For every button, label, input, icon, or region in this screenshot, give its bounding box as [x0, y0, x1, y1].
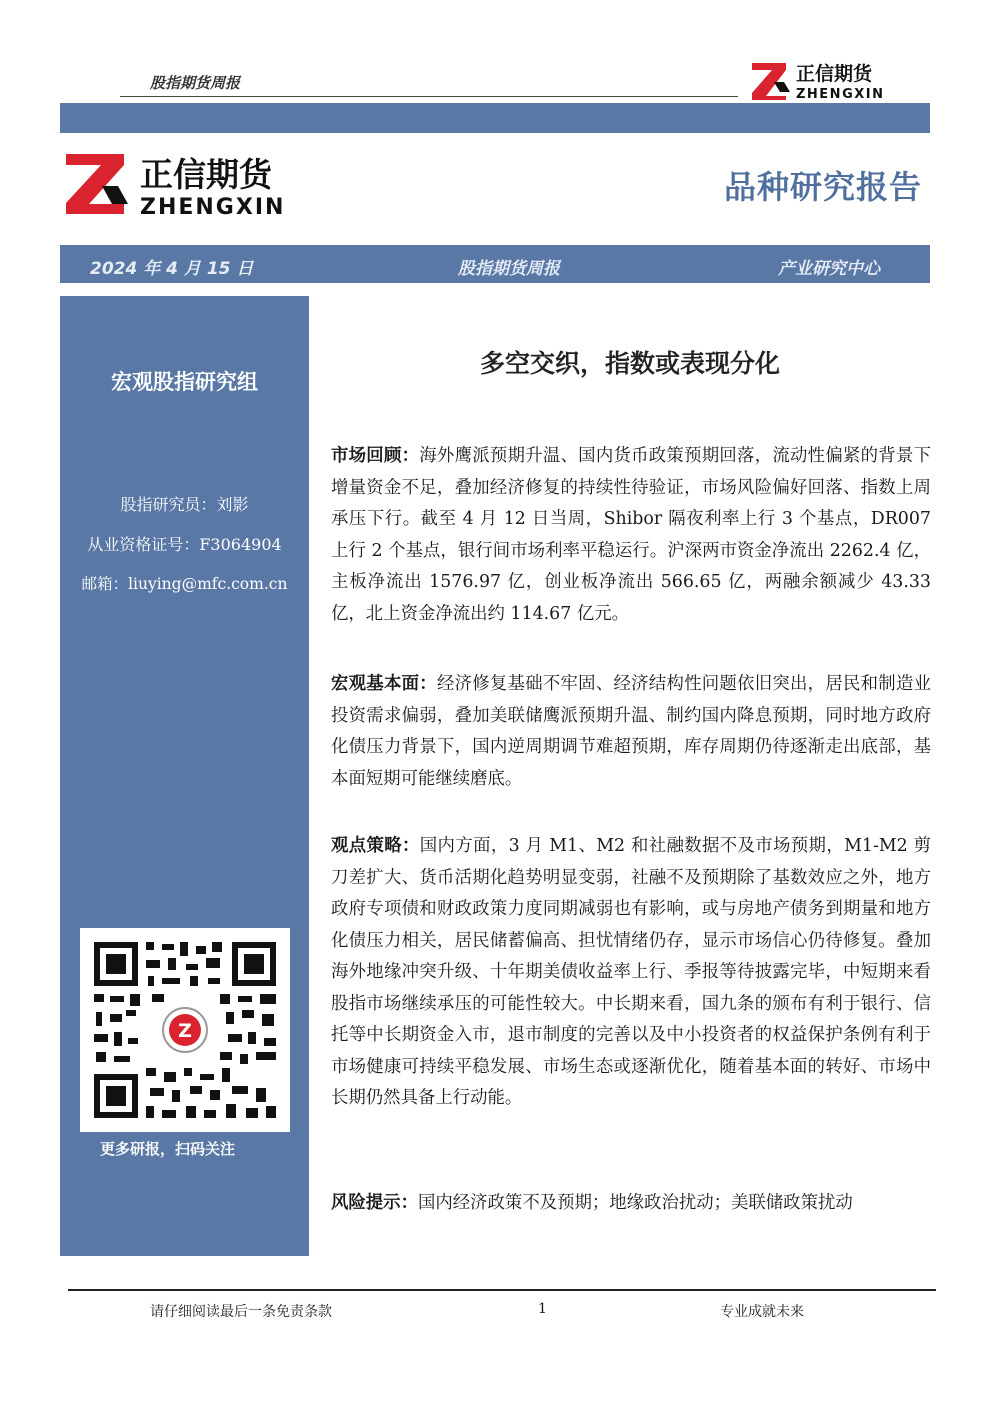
svg-text:ZHENGXIN: ZHENGXIN: [796, 87, 885, 100]
running-title: 股指期货周报: [150, 74, 241, 92]
department: 产业研究中心: [778, 259, 880, 279]
qr-caption: 更多研报，扫码关注: [100, 1140, 236, 1158]
section-strategy: [331, 831, 931, 1115]
svg-text:Z: Z: [178, 1020, 192, 1042]
section-macro-fundamentals: [331, 669, 931, 795]
section-label: 观点策略：: [331, 836, 420, 856]
section-text: 国内经济政策不及预期；地缘政治扰动；美联储政策扰动: [417, 1193, 853, 1213]
footer-rule: [68, 1289, 936, 1291]
qr-code[interactable]: [80, 928, 290, 1132]
section-text: 国内方面，3 月 M1、M2 和社融数据不及市场预期，M1-M2 剪刀差扩大、货币活期化趋势明显变弱，社融不及预期除了基数效应之外，地方政府专项债和财政政策力度同期减弱也有影响，或与房地产债务到期量和地方化债压力相关，居民储蓄偏高、担忧情绪仍存，显示市场信心仍待修复。叠加海外地缘冲突升级、十年期美债收益率上行、季报等待披露完毕，中短期来看股指市场继续承压的可能性较大。中长期来看，国九条的颁布有利于银行、信托等中长期资金入市，退市制度的完善以及中小投资者的权益保护条例有利于市场健康可持续平稳发展、市场生态或逐渐优化，随着基本面的转好、市场中长期仍然具备上行动能。: [331, 836, 931, 1108]
section-risk-warning: [331, 1188, 931, 1220]
article-headline: 多空交织，指数或表现分化: [479, 349, 780, 378]
info-bar: [60, 245, 930, 283]
section-text: 经济修复基础不牢固、经济结构性问题依旧突出，居民和制造业投资需求偏弱，叠加美联储鹰派预期升温、制约国内降息预期，同时地方政府化债压力背景下，国内逆周期调节难超预期，库存周期仍待逐渐走出底部，基本面短期可能继续磨底。: [331, 674, 931, 789]
section-market-review: [331, 441, 931, 630]
report-type: 品种研究报告: [723, 168, 922, 206]
sidebar: [60, 296, 309, 1256]
report-series: 股指期货周报: [458, 259, 560, 279]
license-number: 从业资格证号：F3064904: [87, 535, 282, 554]
report-date: 2024 年 4 月 15 日: [90, 259, 254, 279]
footer-disclaimer: 请仔细阅读最后一条免责条款: [150, 1304, 332, 1320]
footer-slogan: 专业成就未来: [720, 1304, 804, 1320]
svg-text:ZHENGXIN: ZHENGXIN: [140, 195, 286, 216]
header-rule: [120, 96, 738, 97]
svg-text:正信期货: 正信期货: [796, 63, 873, 85]
header-logo: [750, 60, 900, 104]
section-label: 市场回顾：: [331, 446, 420, 466]
research-group: 宏观股指研究组: [111, 370, 258, 394]
analyst-email[interactable]: 邮箱：liuying@mfc.com.cn: [81, 575, 288, 593]
page-number: 1: [538, 1301, 547, 1317]
section-text: 海外鹰派预期升温、国内货币政策预期回落，流动性偏紧的背景下增量资金不足，叠加经济修复的持续性待验证，市场风险偏好回落、指数上周承压下行。截至 4 月 12 日当周，Shibor 隔夜利率上行 3 个基点，DR007 上行 2 个基点，银行间市场利率平稳运行。沪深两市资金净流出 2262.4 亿，主板净流出 1576.97 亿，创业板净流出 566.65 亿，两融余额减少 43.33 亿，北上资金净流出约 114.67 亿元。: [331, 446, 931, 624]
header-band: [60, 103, 930, 133]
analyst-name: 股指研究员：刘影: [120, 495, 249, 514]
section-label: 宏观基本面：: [331, 674, 437, 694]
section-label: 风险提示：: [331, 1193, 418, 1213]
brand-logo: [64, 152, 314, 220]
svg-text:正信期货: 正信期货: [140, 155, 272, 194]
